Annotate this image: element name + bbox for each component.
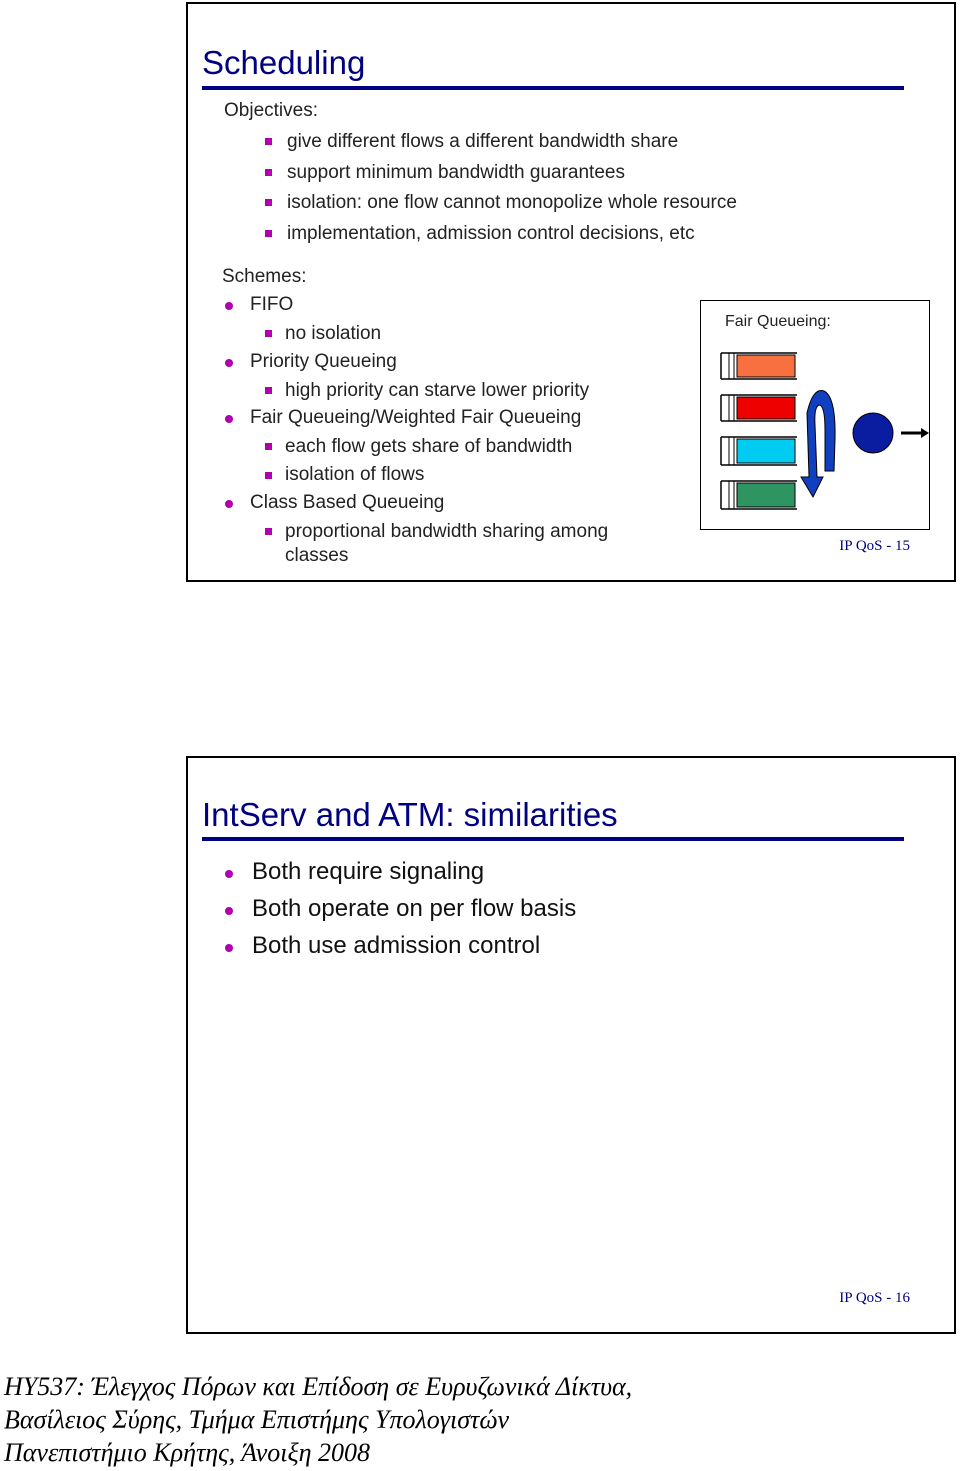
course-footer-line: Πανεπιστήμιο Κρήτης, Άνοιξη 2008 — [4, 1438, 371, 1467]
bullet-square — [265, 199, 272, 206]
bullet-square — [265, 387, 272, 394]
slide-intserv-atm — [186, 756, 956, 1334]
scheme-detail: classes — [285, 545, 349, 566]
bullet-square — [265, 528, 272, 535]
output-arrow-icon — [901, 428, 929, 438]
bullet-dot — [225, 359, 233, 367]
title-underline — [202, 837, 904, 841]
course-footer-line: HY537: Έλεγχος Πόρων και Επίδοση σε Ευρυζωνικά Δίκτυα, — [4, 1372, 633, 1401]
queue-4 — [721, 481, 797, 509]
scheme-detail: each flow gets share of bandwidth — [285, 436, 573, 457]
scheme-name: Fair Queueing/Weighted Fair Queueing — [250, 407, 582, 428]
objective-item: isolation: one flow cannot monopolize whole resource — [287, 192, 737, 213]
slide-title: IntServ and ATM: similarities — [202, 796, 618, 833]
queue-3 — [721, 437, 797, 465]
title-underline — [202, 86, 904, 90]
bullet-square — [265, 472, 272, 479]
bullet-item: Both use admission control — [252, 932, 541, 959]
bullet-item: Both operate on per flow basis — [252, 895, 577, 922]
scheme-name: Class Based Queueing — [250, 492, 445, 513]
page-number: IP QoS - 15 — [839, 538, 910, 554]
fair-queueing-figure — [700, 300, 930, 530]
bullet-dot — [225, 870, 233, 878]
bullet-dot — [225, 907, 233, 915]
objectives-label: Objectives: — [224, 100, 318, 121]
scheme-name: Priority Queueing — [250, 351, 397, 372]
scheme-detail: proportional bandwidth sharing among — [285, 521, 609, 542]
bullet-item: Both require signaling — [252, 858, 485, 885]
slide-scheduling — [186, 2, 956, 582]
round-robin-arrow-icon — [801, 390, 835, 497]
bullet-dot — [225, 302, 233, 310]
bullet-dot — [225, 500, 233, 508]
bullet-square — [265, 443, 272, 450]
course-footer-line: Βασίλειος Σύρης, Τμήμα Επιστήμης Υπολογιστών — [4, 1405, 510, 1434]
fair-queueing-diagram — [701, 301, 929, 529]
objective-item: support minimum bandwidth guarantees — [287, 162, 625, 183]
bullet-square — [265, 230, 272, 237]
scheme-detail: isolation of flows — [285, 464, 425, 485]
scheme-detail: high priority can starve lower priority — [285, 380, 590, 401]
server-icon — [853, 413, 893, 453]
bullet-square — [265, 169, 272, 176]
scheme-detail: no isolation — [285, 323, 382, 344]
bullet-dot — [225, 415, 233, 423]
schemes-label: Schemes: — [222, 266, 307, 287]
objective-item: implementation, admission control decisions, etc — [287, 223, 695, 244]
bullet-dot — [225, 944, 233, 952]
queue-2 — [721, 395, 797, 421]
figure-title: Fair Queueing: — [725, 313, 831, 330]
scheme-name: FIFO — [250, 294, 294, 315]
bullet-square — [265, 138, 272, 145]
queue-1 — [721, 353, 797, 379]
bullet-square — [265, 330, 272, 337]
slide-title: Scheduling — [202, 44, 366, 81]
objective-item: give different flows a different bandwidth share — [287, 131, 679, 152]
page-number: IP QoS - 16 — [839, 1290, 910, 1306]
